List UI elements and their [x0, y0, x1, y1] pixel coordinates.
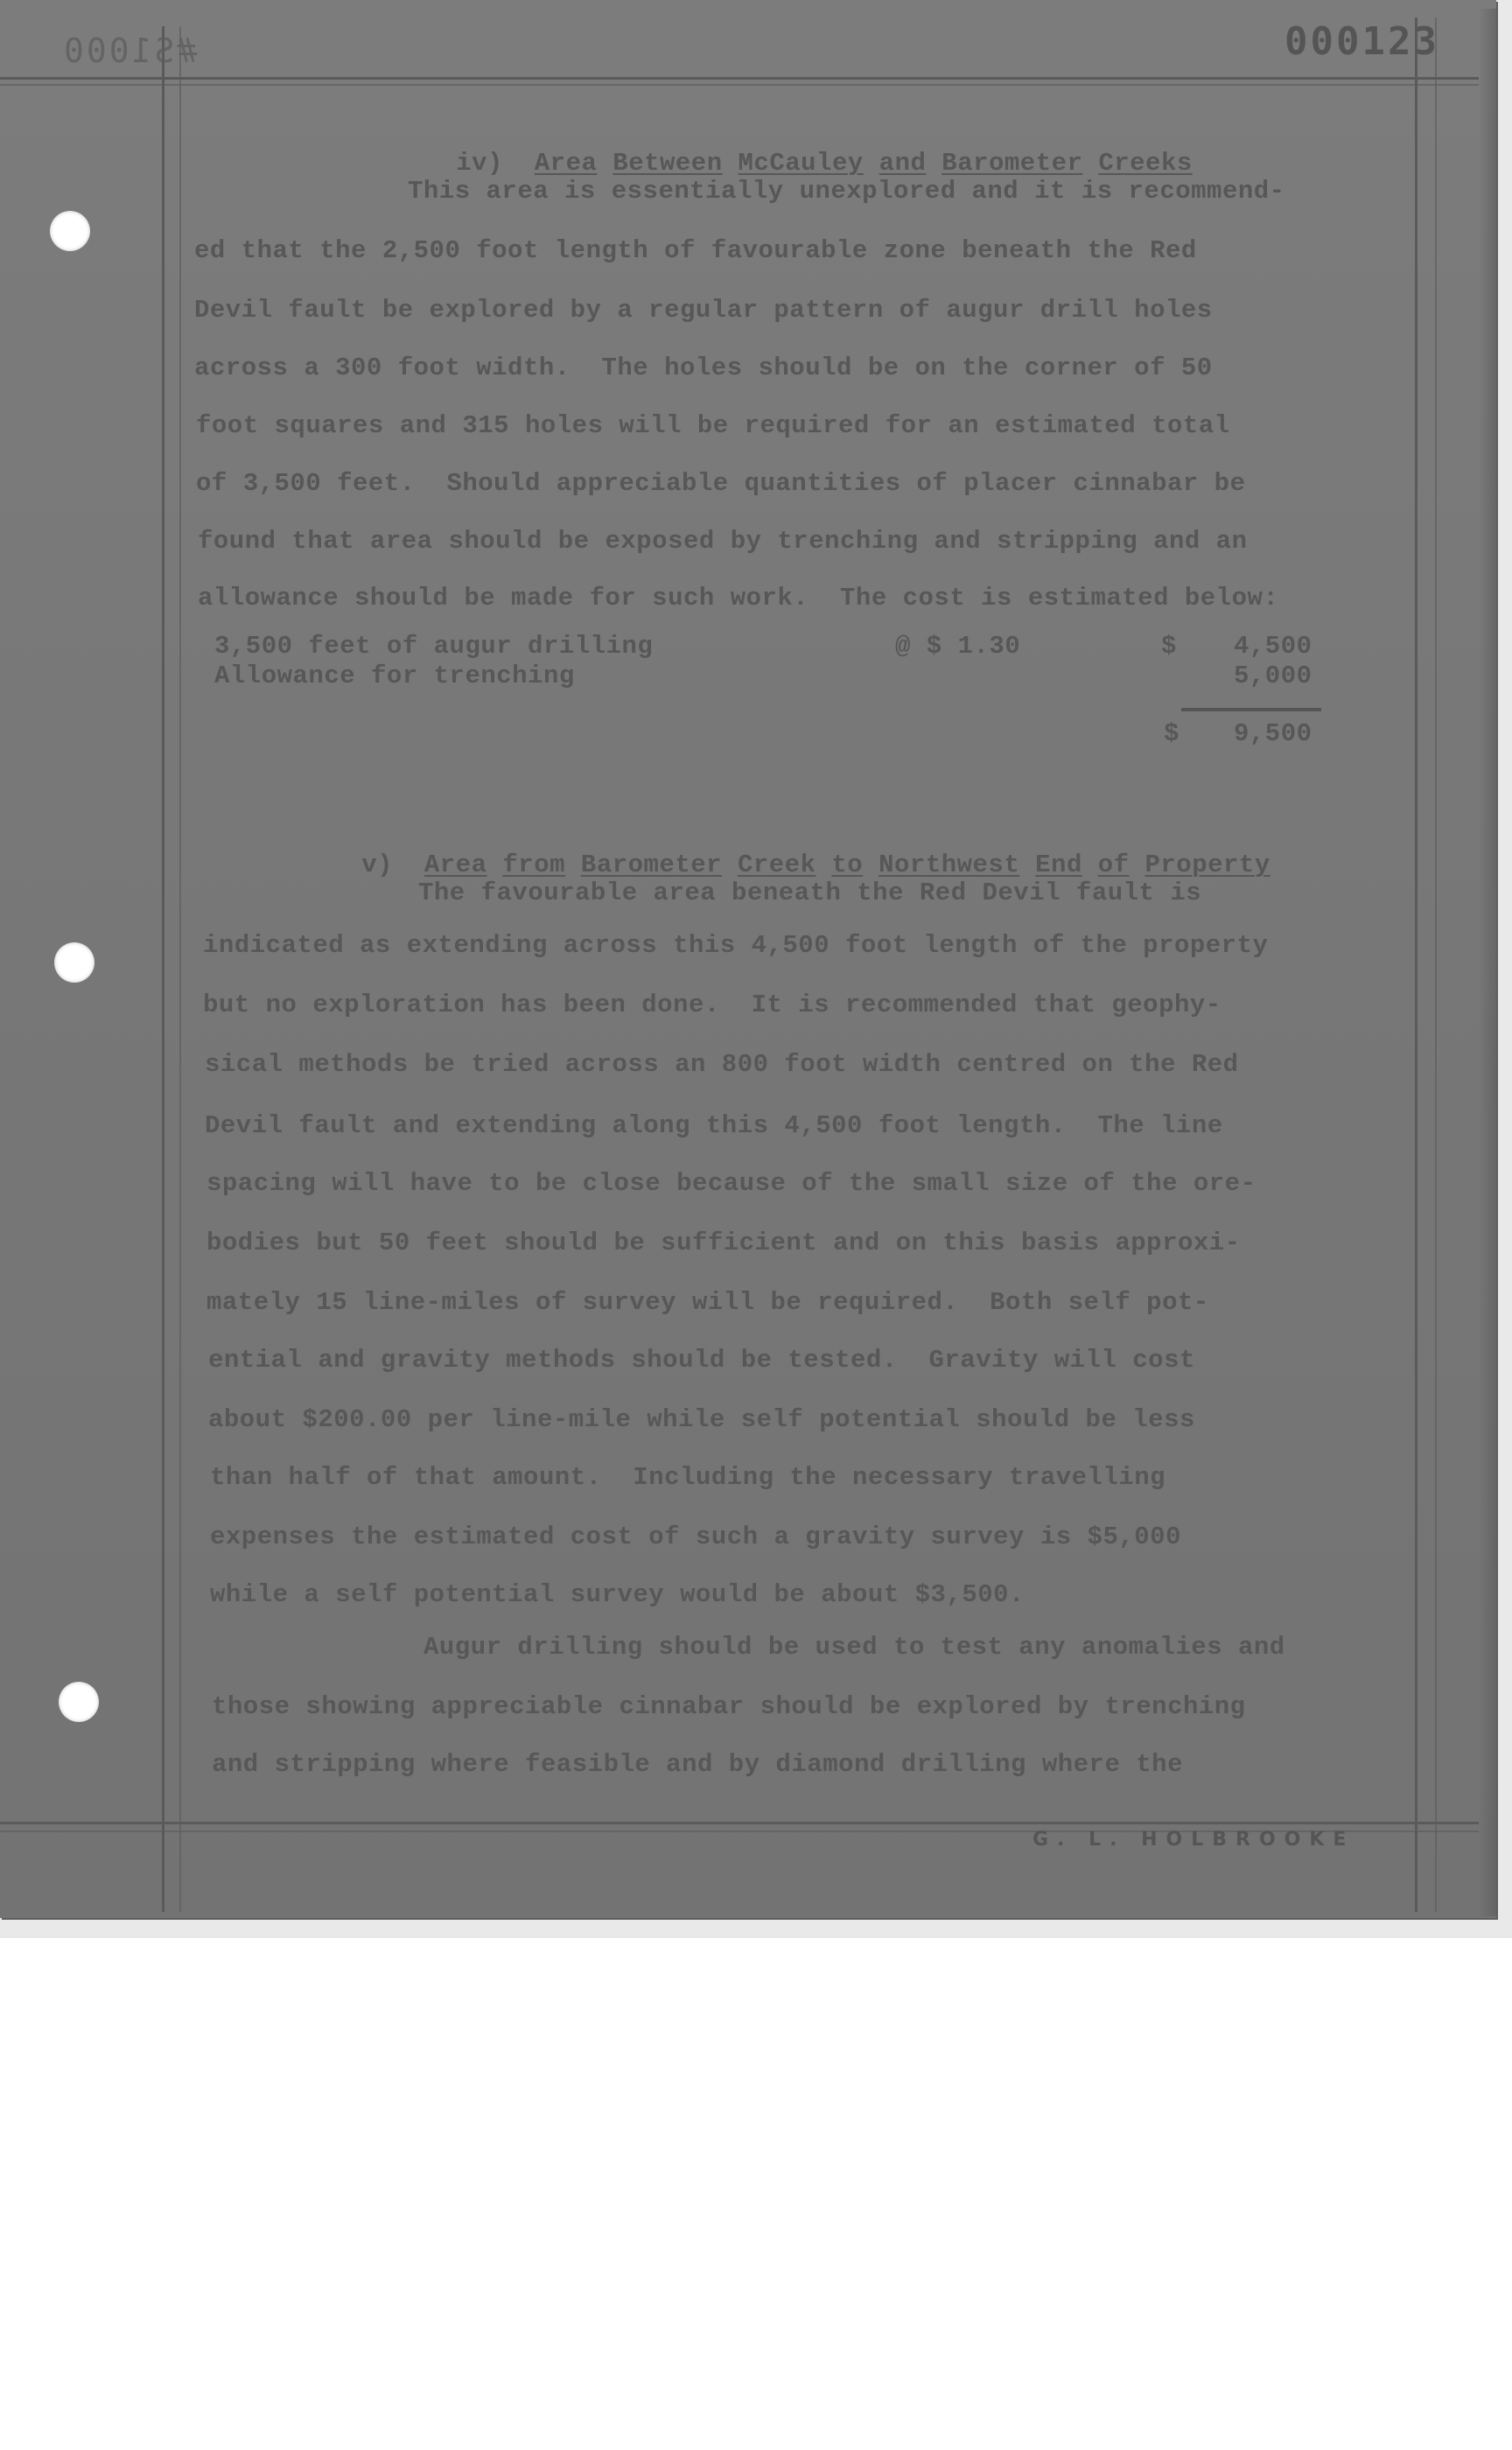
section-v-heading-word: End: [1035, 850, 1082, 879]
cost-amount: 5,000: [1234, 662, 1312, 690]
section-v-line: while a self potential survey would be about $3,500.: [210, 1580, 1025, 1609]
section-v-line: ential and gravity methods should be tested. Gravity will cost: [208, 1346, 1195, 1375]
section-v-paragraph2-line: and stripping where feasible and by diamond drilling where the: [212, 1750, 1183, 1779]
section-iv-line: across a 300 foot width. The holes should be on the corner of 50: [194, 354, 1213, 382]
section-v-heading-word: Area: [424, 850, 487, 879]
section-iv-heading-word: Barometer: [942, 149, 1083, 178]
total-currency: $: [1164, 719, 1180, 748]
section-v-line: expenses the estimated cost of such a gravity survey is $5,000: [210, 1522, 1181, 1551]
right-margin-rule-secondary: [1435, 18, 1437, 1912]
cost-rate: @ $ 1.30: [895, 632, 1021, 661]
author-footer: G. L. HOLBROOKE: [1032, 1829, 1355, 1851]
section-iv-heading-word: Between: [612, 149, 723, 178]
cost-currency: $: [1161, 632, 1177, 661]
section-v-line: sical methods be tried across an 800 foot width centred on the Red: [205, 1050, 1239, 1079]
right-margin-rule: [1415, 18, 1418, 1912]
bottom-margin-rule: [0, 1822, 1479, 1824]
section-iv-line: of 3,500 feet. Should appreciable quantities of placer cinnabar be: [196, 469, 1246, 498]
section-iv-heading-word: and: [878, 149, 927, 178]
sheet-edge-shadow: [1479, 9, 1496, 1916]
mirrored-page-number: #S1000: [61, 32, 198, 70]
section-iv-heading-word: McCauley: [738, 149, 864, 178]
top-margin-rule: [0, 77, 1479, 80]
section-v-number: v): [361, 850, 394, 879]
top-margin-rule-secondary: [0, 84, 1479, 86]
left-margin-rule-secondary: [179, 26, 181, 1912]
section-iv-line: This area is essentially unexplored and it is recommend-: [408, 177, 1285, 206]
section-v-line: spacing will have to be close because of the small size of the ore-: [206, 1169, 1256, 1198]
section-iv-line: Devil fault be explored by a regular pattern of augur drill holes: [194, 296, 1213, 325]
section-iv-number: iv): [456, 149, 503, 178]
section-v-line: The favourable area beneath the Red Devil fault is: [418, 878, 1202, 907]
section-v-line: indicated as extending across this 4,500 foot length of the property: [203, 931, 1269, 960]
page-number: 000123: [1284, 19, 1439, 64]
section-v-line: Devil fault and extending along this 4,500 foot length. The line: [205, 1111, 1223, 1140]
cost-estimate-table: [214, 633, 1334, 764]
section-v-line: than half of that amount. Including the necessary travelling: [210, 1463, 1166, 1492]
section-iv-line: foot squares and 315 holes will be required for an estimated total: [196, 411, 1230, 440]
section-v-line: mately 15 line-miles of survey will be required. Both self pot-: [206, 1288, 1209, 1317]
section-v-heading-word: Property: [1144, 850, 1270, 879]
section-iv-heading-word: Creeks: [1098, 149, 1193, 178]
total-underline: [1181, 708, 1321, 711]
section-v-paragraph2-line: Augur drilling should be used to test any anomalies and: [424, 1633, 1285, 1662]
binder-hole-top: [50, 211, 90, 251]
section-iv-line: ed that the 2,500 foot length of favourable zone beneath the Red: [194, 236, 1197, 265]
cost-amount: 4,500: [1234, 632, 1312, 661]
section-v-heading-word: of: [1097, 850, 1130, 879]
section-v-heading-word: Northwest: [878, 850, 1020, 879]
total-amount: 9,500: [1234, 719, 1312, 748]
cost-item: 3,500 feet of augur drilling: [214, 632, 654, 661]
section-v-line: but no exploration has been done. It is recommended that geophy-: [203, 990, 1222, 1019]
section-v-heading-word: Creek: [737, 850, 816, 879]
binder-hole-middle: [54, 942, 94, 983]
section-iv-line: allowance should be made for such work. The cost is estimated below:: [198, 584, 1279, 612]
section-v-heading-word: from: [502, 850, 566, 879]
section-v-line: about $200.00 per line-mile while self potential should be less: [208, 1405, 1195, 1434]
section-v-heading-word: Barometer: [580, 850, 723, 879]
binder-hole-bottom: [59, 1682, 99, 1722]
section-v-heading-word: to: [831, 850, 864, 879]
section-v-line: bodies but 50 feet should be sufficient and on this basis approxi-: [206, 1228, 1241, 1257]
left-margin-rule: [162, 26, 164, 1912]
section-iv-heading-word: Area: [534, 149, 598, 178]
section-iv-line: found that area should be exposed by trenching and stripping and an: [198, 527, 1248, 556]
cost-item: Allowance for trenching: [214, 662, 575, 690]
section-v-paragraph2-line: those showing appreciable cinnabar should be explored by trenching: [212, 1692, 1246, 1721]
